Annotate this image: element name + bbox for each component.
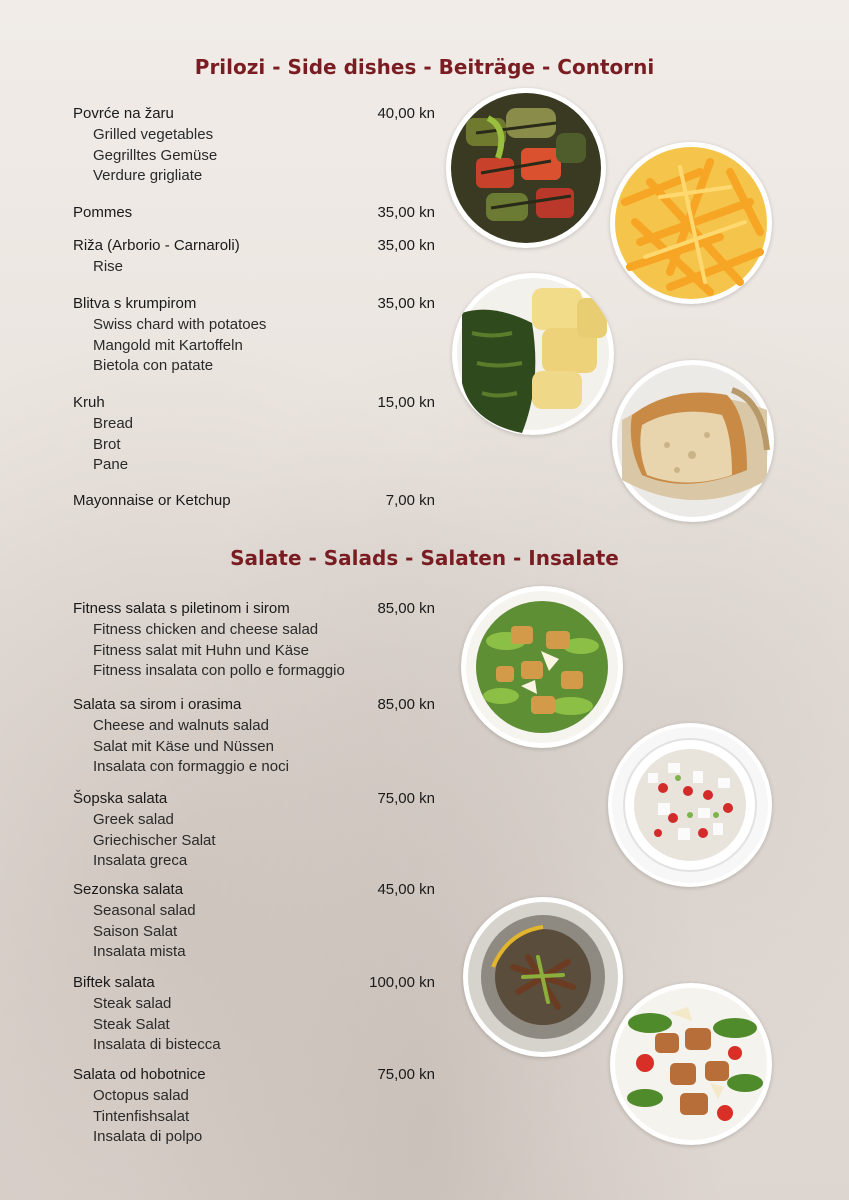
item-price: 45,00 kn — [377, 881, 435, 898]
grilled-vegetables-photo — [446, 88, 606, 248]
translation-en: Rise — [93, 258, 124, 275]
item-price: 35,00 kn — [377, 204, 435, 221]
section-title-sides: Prilozi - Side dishes - Beiträge - Contorni — [194, 55, 655, 79]
menu-item-seasonal-salad — [73, 881, 435, 963]
bread-basket-photo — [612, 360, 774, 522]
menu-item-grilled-vegetables — [73, 105, 435, 187]
translation-it: Insalata mista — [93, 943, 186, 960]
item-name: Mayonnaise or Ketchup — [73, 492, 231, 509]
item-translations — [93, 716, 435, 778]
translation-it: Insalata di polpo — [93, 1128, 203, 1145]
item-price: 7,00 kn — [385, 492, 435, 509]
translation-en: Swiss chard with potatoes — [93, 316, 267, 333]
item-name: Salata sa sirom i orasima — [73, 696, 242, 713]
translation-de: Brot — [93, 435, 121, 453]
item-translations — [93, 901, 435, 963]
steak-salad-photo — [610, 983, 772, 1145]
item-price: 75,00 kn — [377, 790, 435, 807]
item-price: 75,00 kn — [377, 1066, 435, 1083]
menu-item-rice — [73, 237, 435, 278]
item-translations — [93, 620, 435, 682]
item-price: 15,00 kn — [377, 394, 435, 411]
item-price: 85,00 kn — [377, 696, 435, 713]
menu-item-pommes — [73, 204, 435, 221]
item-name: Kruh — [73, 394, 105, 411]
translation-en: Seasonal salad — [93, 902, 196, 919]
translation-de: Fitness salat mit Huhn und Käse — [93, 641, 309, 659]
menu-item-sopska-salad — [73, 790, 435, 872]
item-price: 35,00 kn — [377, 237, 435, 254]
french-fries-photo — [610, 142, 772, 304]
translation-it: Insalata con formaggio e noci — [93, 758, 289, 775]
translation-de: Gegrilltes Gemüse — [93, 146, 218, 164]
item-name: Biftek salata — [73, 974, 155, 991]
translation-it: Bietola con patate — [93, 357, 214, 374]
item-name: Fitness salata s piletinom i sirom — [73, 600, 290, 617]
menu-item-condiments — [73, 492, 435, 509]
cheese-walnut-salad-photo — [608, 723, 772, 887]
item-price: 100,00 kn — [369, 974, 435, 991]
item-translations — [93, 994, 435, 1056]
translation-en: Grilled vegetables — [93, 126, 214, 143]
translation-it: Fitness insalata con pollo e formaggio — [93, 662, 345, 679]
item-price: 40,00 kn — [377, 105, 435, 122]
item-translations — [93, 257, 435, 278]
item-name: Sezonska salata — [73, 881, 184, 898]
item-name: Blitva s krumpirom — [73, 295, 197, 312]
item-translations — [93, 414, 435, 476]
item-name: Pommes — [73, 204, 133, 221]
menu-item-cheese-walnut-salad — [73, 696, 435, 778]
menu-item-octopus-salad — [73, 1066, 435, 1148]
translation-it: Insalata greca — [93, 852, 188, 869]
item-translations — [93, 810, 435, 872]
menu-item-swiss-chard — [73, 295, 435, 377]
item-translations — [93, 1086, 435, 1148]
translation-de: Saison Salat — [93, 922, 178, 940]
translation-en: Bread — [93, 415, 134, 432]
translation-en: Fitness chicken and cheese salad — [93, 621, 319, 638]
item-name: Riža (Arborio - Carnaroli) — [73, 237, 240, 254]
translation-de: Mangold mit Kartoffeln — [93, 336, 243, 354]
seasonal-salad-photo — [463, 897, 623, 1057]
item-translations — [93, 125, 435, 187]
translation-en: Steak salad — [93, 995, 172, 1012]
item-translations — [93, 315, 435, 377]
item-name: Šopska salata — [73, 790, 168, 807]
section-title-salads: Salate - Salads - Salaten - Insalate — [230, 546, 619, 570]
translation-it: Verdure grigliate — [93, 167, 203, 184]
translation-en: Greek salad — [93, 811, 174, 828]
swiss-chard-potatoes-photo — [452, 273, 614, 435]
menu-item-bread — [73, 394, 435, 476]
translation-de: Salat mit Käse und Nüssen — [93, 737, 274, 755]
translation-de: Steak Salat — [93, 1015, 170, 1033]
item-name: Salata od hobotnice — [73, 1066, 206, 1083]
translation-de: Tintenfishsalat — [93, 1107, 190, 1125]
item-name: Povrće na žaru — [73, 105, 174, 122]
translation-it: Pane — [93, 456, 129, 473]
fitness-salad-photo — [461, 586, 623, 748]
translation-en: Cheese and walnuts salad — [93, 717, 269, 734]
menu-item-steak-salad — [73, 974, 435, 1056]
translation-it: Insalata di bistecca — [93, 1036, 221, 1053]
item-price: 85,00 kn — [377, 600, 435, 617]
menu-item-fitness-salad — [73, 600, 435, 682]
translation-en: Octopus salad — [93, 1087, 189, 1104]
item-price: 35,00 kn — [377, 295, 435, 312]
translation-de: Griechischer Salat — [93, 831, 216, 849]
